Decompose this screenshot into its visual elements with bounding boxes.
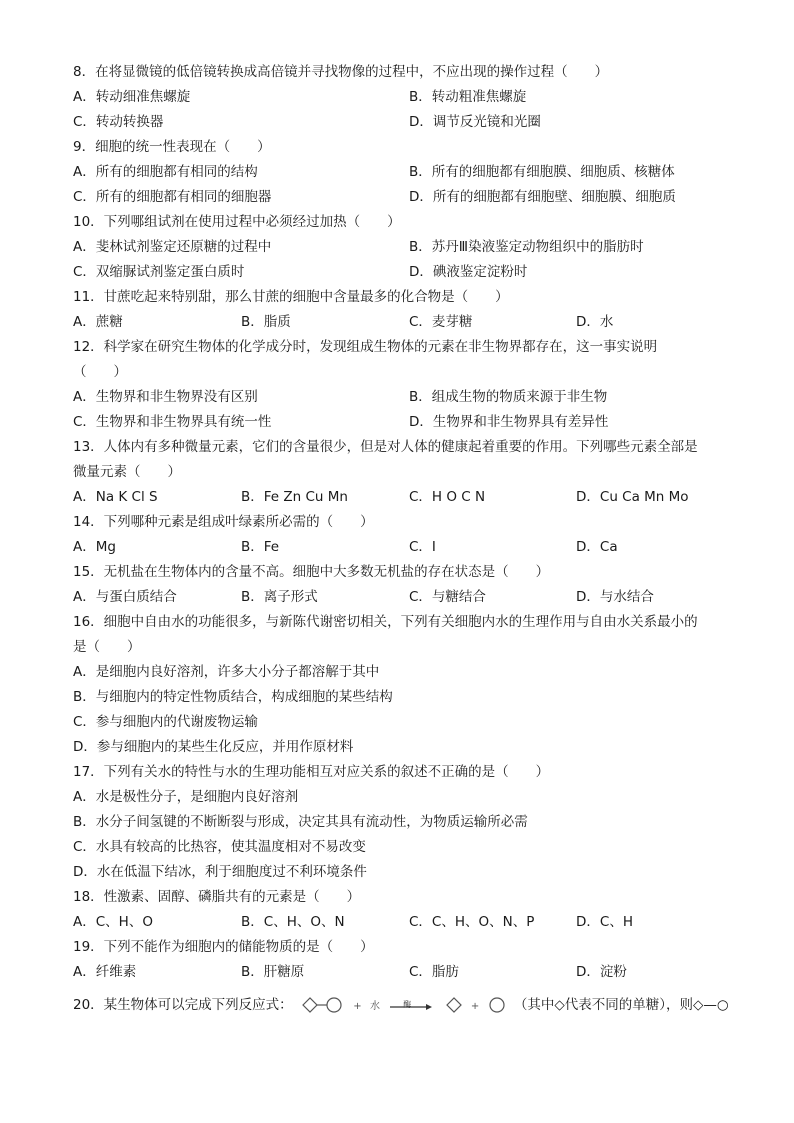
option-c[interactable]: C．转动转换器 (73, 114, 164, 130)
question-10-options-row-1 (73, 235, 733, 260)
question-15-options (73, 585, 733, 610)
question-19-stem: 19．下列不能作为细胞内的储能物质的是（ ） (73, 939, 374, 955)
option-c[interactable]: C．H O C N (409, 489, 486, 505)
option-a[interactable]: A．Mg (73, 539, 116, 555)
option-c[interactable]: C．与糖结合 (409, 589, 486, 605)
option-c[interactable]: C．双缩脲试剂鉴定蛋白质时 (73, 264, 245, 280)
option-b[interactable]: B．与细胞内的特定性物质结合，构成细胞的某些结构 (73, 689, 393, 705)
option-d[interactable]: D．C、H (576, 914, 633, 930)
monosaccharide-circle-icon (488, 996, 506, 1014)
question-9-options-row-1 (73, 160, 733, 185)
option-d[interactable]: D．与水结合 (576, 589, 654, 605)
option-d[interactable]: D．所有的细胞都有细胞壁、细胞膜、细胞质 (409, 189, 676, 205)
option-c[interactable]: C．生物界和非生物界具有统一性 (73, 414, 272, 430)
question-12-options-row-1 (73, 385, 733, 410)
question-16-stem-line-1: 16．细胞中自由水的功能很多，与新陈代谢密切相关，下列有关细胞内水的生理作用与自由水关系最小的 (73, 614, 698, 630)
option-d[interactable]: D．淀粉 (576, 964, 627, 980)
option-b[interactable]: B．组成生物的物质来源于非生物 (409, 389, 608, 405)
option-a[interactable]: A．所有的细胞都有相同的结构 (73, 164, 258, 180)
enzyme-label: 酶 (403, 1000, 412, 1009)
question-17-stem: 17．下列有关水的特性与水的生理功能相互对应关系的叙述不正确的是（ ） (73, 764, 550, 780)
question-20-stem-end: （其中◇代表不同的单糖），则◇—○ (513, 997, 729, 1013)
option-d[interactable]: D．Ca (576, 539, 618, 555)
plus-sign: + (470, 1001, 480, 1012)
option-b[interactable]: B．水分子间氢键的不断断裂与形成，决定其具有流动性，为物质运输所必需 (73, 814, 528, 830)
question-12-stem-line-1: 12．科学家在研究生物体的化学成分时，发现组成生物体的元素在非生物界都存在，这一事实说明 (73, 339, 658, 355)
option-a[interactable]: A．C、H、O (73, 914, 153, 930)
option-b[interactable]: B．所有的细胞都有细胞膜、细胞质、核糖体 (409, 164, 675, 180)
option-d[interactable]: D．水 (576, 314, 614, 330)
option-d[interactable]: D．参与细胞内的某些生化反应，并用作原材料 (73, 739, 354, 755)
question-9-stem: 9．细胞的统一性表现在（ ） (73, 139, 271, 155)
option-a[interactable]: A．斐林试剂鉴定还原糖的过程中 (73, 239, 272, 255)
question-12-stem-line-2: （ ） (73, 364, 127, 380)
water-label: 水 (369, 1001, 380, 1012)
option-b[interactable]: B．脂质 (241, 314, 291, 330)
option-c[interactable]: C．脂肪 (409, 964, 459, 980)
option-d[interactable]: D．水在低温下结冰，利于细胞度过不利环境条件 (73, 864, 367, 880)
option-c[interactable]: C．C、H、O、N、P (409, 914, 535, 930)
question-19-options (73, 960, 733, 985)
question-8-options-row-2 (73, 110, 733, 135)
option-c[interactable]: C．所有的细胞都有相同的细胞器 (73, 189, 272, 205)
monosaccharide-diamond-icon (445, 996, 463, 1014)
option-b[interactable]: B．肝糖原 (241, 964, 305, 980)
option-a[interactable]: A．生物界和非生物界没有区别 (73, 389, 258, 405)
question-13-options (73, 485, 733, 510)
option-d[interactable]: D．碘液鉴定淀粉时 (409, 264, 528, 280)
question-8-stem: 8．在将显微镜的低倍镜转换成高倍镜并寻找物像的过程中，不应出现的操作过程（ ） (73, 64, 609, 80)
question-10-stem: 10．下列哪组试剂在使用过程中必须经过加热（ ） (73, 214, 401, 230)
option-d[interactable]: D．生物界和非生物界具有差异性 (409, 414, 609, 430)
question-18-stem: 18．性激素、固醇、磷脂共有的元素是（ ） (73, 889, 361, 905)
option-a[interactable]: A．转动细准焦螺旋 (73, 89, 191, 105)
question-16-stem-line-2: 是（ ） (73, 639, 141, 655)
question-15-stem: 15．无机盐在生物体内的含量不高。细胞中大多数无机盐的存在状态是（ ） (73, 564, 550, 580)
question-18-options (73, 910, 733, 935)
option-b[interactable]: B．转动粗准焦螺旋 (409, 89, 527, 105)
question-11-options (73, 310, 733, 335)
question-11-stem: 11．甘蔗吃起来特别甜，那么甘蔗的细胞中含量最多的化合物是（ ） (73, 289, 509, 305)
option-a[interactable]: A．水是极性分子，是细胞内良好溶剂 (73, 789, 299, 805)
option-a[interactable]: A．与蛋白质结合 (73, 589, 177, 605)
question-13-stem-line-2: 微量元素（ ） (73, 464, 181, 480)
option-a[interactable]: A．Na K Cl S (73, 489, 158, 505)
option-b[interactable]: B．Fe Zn Cu Mn (241, 489, 348, 505)
question-14-options (73, 535, 733, 560)
reaction-arrow (388, 996, 432, 1014)
question-9-options-row-2 (73, 185, 733, 210)
question-20-stem-start: 20．某生物体可以完成下列反应式： (73, 997, 293, 1013)
option-a[interactable]: A．是细胞内良好溶剂，许多大小分子都溶解于其中 (73, 664, 380, 680)
question-8-options-row-1 (73, 85, 733, 110)
arrow-icon (388, 996, 432, 1014)
question-14-stem: 14．下列哪种元素是组成叶绿素所必需的（ ） (73, 514, 374, 530)
question-20-stem (73, 993, 753, 1018)
option-a[interactable]: A．纤维素 (73, 964, 137, 980)
option-a[interactable]: A．蔗糖 (73, 314, 123, 330)
option-b[interactable]: B．苏丹Ⅲ染液鉴定动物组织中的脂肪时 (409, 239, 644, 255)
option-c[interactable]: C．水具有较高的比热容，使其温度相对不易改变 (73, 839, 366, 855)
plus-sign: + (353, 1001, 362, 1012)
option-d[interactable]: D．Cu Ca Mn Mo (576, 489, 689, 505)
option-b[interactable]: B．离子形式 (241, 589, 318, 605)
option-c[interactable]: C．麦芽糖 (409, 314, 473, 330)
option-c[interactable]: C．参与细胞内的代谢废物运输 (73, 714, 258, 730)
question-10-options-row-2 (73, 260, 733, 285)
option-b[interactable]: B．C、H、O、N (241, 914, 345, 930)
option-c[interactable]: C．I (409, 539, 436, 555)
option-d[interactable]: D．调节反光镜和光圈 (409, 114, 541, 130)
disaccharide-diamond-circle-icon (301, 996, 345, 1014)
question-12-options-row-2 (73, 410, 733, 435)
question-13-stem-line-1: 13．人体内有多种微量元素，它们的含量很少，但是对人体的健康起着重要的作用。下列哪些元素全部是 (73, 439, 698, 455)
option-b[interactable]: B．Fe (241, 539, 280, 555)
